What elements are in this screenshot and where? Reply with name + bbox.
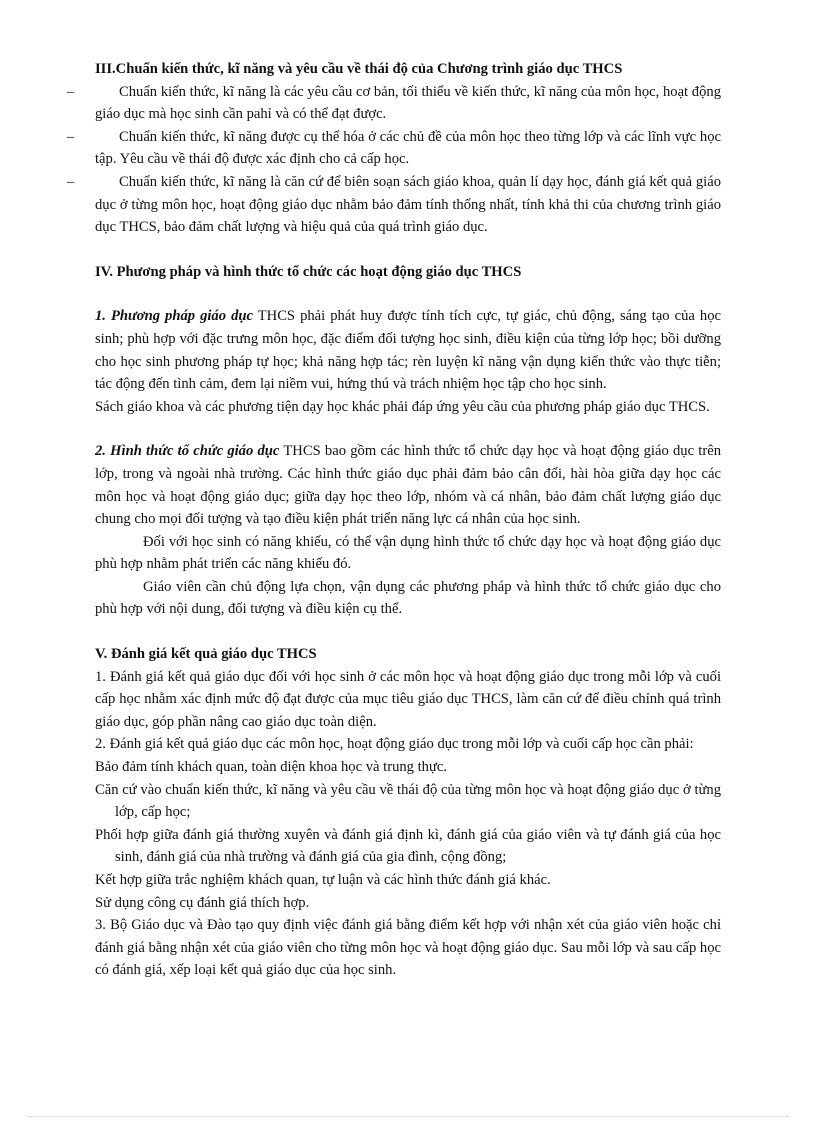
- page-bottom-divider: [28, 1116, 788, 1117]
- section-4-part-2: [95, 440, 721, 530]
- section-3-item-1-text: Chuẩn kiến thức, kĩ năng là các yêu cầu cơ bản, tối thiểu về kiến thức, kĩ năng của môn học, hoạt động giáo dục mà học sinh cần pahỉ và có thể đạt được.: [95, 83, 721, 123]
- section-4-part-2-para-3: Giáo viên cần chủ động lựa chọn, vận dụng các phương pháp và hình thức tổ chức giáo dục cho phù hợp với nội dung, đối tượng và điều kiện cụ thể.: [95, 578, 721, 618]
- document-body: [67, 58, 721, 982]
- section-4-part-1-followup: Sách giáo khoa và các phương tiện dạy học khác phải đáp ứng yêu cầu của phương pháp giáo dục THCS.: [95, 398, 710, 415]
- section-3-item-2: [67, 126, 721, 171]
- spacer: [95, 418, 721, 440]
- section-4-part-1-lead: 1. Phương pháp giáo dục: [95, 308, 253, 325]
- section-5-criterion-5: Sử dụng công cụ đánh giá thích hợp.: [95, 894, 310, 911]
- section-5-criterion-3: Phối hợp giữa đánh giá thường xuyên và đánh giá định kì, đánh giá của giáo viên và tự đánh giá của học sinh, đánh giá của nhà trường và đánh giá của gia đình, cộng đồng;: [95, 826, 721, 866]
- section-3-item-1: [67, 81, 721, 126]
- section-3-item-2-text: Chuẩn kiến thức, kĩ năng được cụ thể hóa ở các chủ đề của môn học theo từng lớp và các lĩnh vực học tập. Yêu cầu về thái độ được xác định cho cả cấp học.: [95, 128, 721, 168]
- dash-bullet: –: [67, 173, 75, 190]
- dash-bullet: –: [67, 128, 75, 145]
- spacer: [95, 239, 721, 261]
- section-3-heading: III.Chuẩn kiến thức, kĩ năng và yêu cầu về thái độ của Chương trình giáo dục THCS: [95, 61, 623, 77]
- section-4-part-2-text: THCS bao gồm các hình thức tổ chức dạy học và hoạt động giáo dục trên lớp, trong và ngoài nhà trường. Các hình thức giáo dục phải đảm bảo cân đối, hài hòa giữa dạy học các môn học và hoạt động giáo dục; giữa dạy học theo lớp, nhóm và cá nhân, bảo đảm chất lượng giáo dục chung cho mọi đối tượng và tạo điều kiện phát triển năng lực cá nhân của học sinh.: [95, 443, 721, 528]
- spacer: [95, 621, 721, 643]
- section-3-item-3-text: Chuẩn kiến thức, kĩ năng là căn cứ để biên soạn sách giáo khoa, quản lí dạy học, đánh giá kết quả giáo dục ở từng môn học, hoạt động giáo dục nhằm bảo đảm tính thống nhất, tính khả thi của chương trình giáo dục THCS, bảo đảm chất lượng và hiệu quả của quá trình giáo dục.: [95, 173, 721, 236]
- section-5-heading: V. Đánh giá kết quả giáo dục THCS: [95, 646, 317, 663]
- section-4-part-2-lead: 2. Hình thức tổ chức giáo dục: [95, 443, 280, 460]
- section-5-criterion-2: Căn cứ vào chuẩn kiến thức, kĩ năng và yêu cầu về thái độ của từng môn học và hoạt động giáo dục ở từng lớp, cấp học;: [95, 781, 721, 821]
- section-5-paragraph-2: 2. Đánh giá kết quả giáo dục các môn học, hoạt động giáo dục trong mỗi lớp và cuối cấp học cần phải:: [95, 736, 694, 753]
- section-4-part-1-text: THCS phải phát huy được tính tích cực, tự giác, chủ động, sáng tạo của học sinh; phù hợp với đặc trưng môn học, đặc điểm đối tượng học sinh, điều kiện của từng lớp học; bồi dưỡng cho học sinh phương pháp tự học; khả năng hợp tác; rèn luyện kĩ năng vận dụng kiến thức vào thực tiễn; tác động đến tình cảm, đem lại niềm vui, hứng thú và trách nhiệm học tập cho học sinh.: [95, 308, 721, 393]
- dash-bullet: –: [67, 83, 75, 100]
- spacer: [95, 283, 721, 305]
- section-5-criterion-4: Kết hợp giữa trắc nghiệm khách quan, tự luận và các hình thức đánh giá khác.: [95, 872, 551, 888]
- section-5-criterion-1: Bảo đảm tính khách quan, toàn diện khoa học và trung thực.: [95, 759, 447, 776]
- section-3-item-3: [67, 171, 721, 239]
- section-4-part-2-para-2: Đối với học sinh có năng khiếu, có thể vận dụng hình thức tổ chức dạy học và hoạt động giáo dục phù hợp nhằm phát triển các năng khiếu đó.: [95, 533, 721, 573]
- section-5-paragraph-3: 3. Bộ Giáo dục và Đào tạo quy định việc đánh giá bằng điểm kết hợp với nhận xét của giáo viên hoặc chỉ đánh giá bằng nhận xét của giáo viên cho từng môn học và hoạt động giáo dục. Sau mỗi lớp và sau cấp học có đánh giá, xếp loại kết quả giáo dục của học sinh.: [95, 917, 721, 979]
- section-4-heading: IV. Phương pháp và hình thức tổ chức các hoạt động giáo dục THCS: [95, 263, 522, 280]
- section-4-part-1: [95, 305, 721, 395]
- section-5-paragraph-1: 1. Đánh giá kết quả giáo dục đối với học sinh ở các môn học và hoạt động giáo dục trong mỗi lớp và cuối cấp học nhằm xác định mức độ đạt được của mục tiêu giáo dục THCS, làm căn cứ để điều chỉnh quá trình giáo dục, góp phần nâng cao giáo dục toàn diện.: [95, 668, 721, 730]
